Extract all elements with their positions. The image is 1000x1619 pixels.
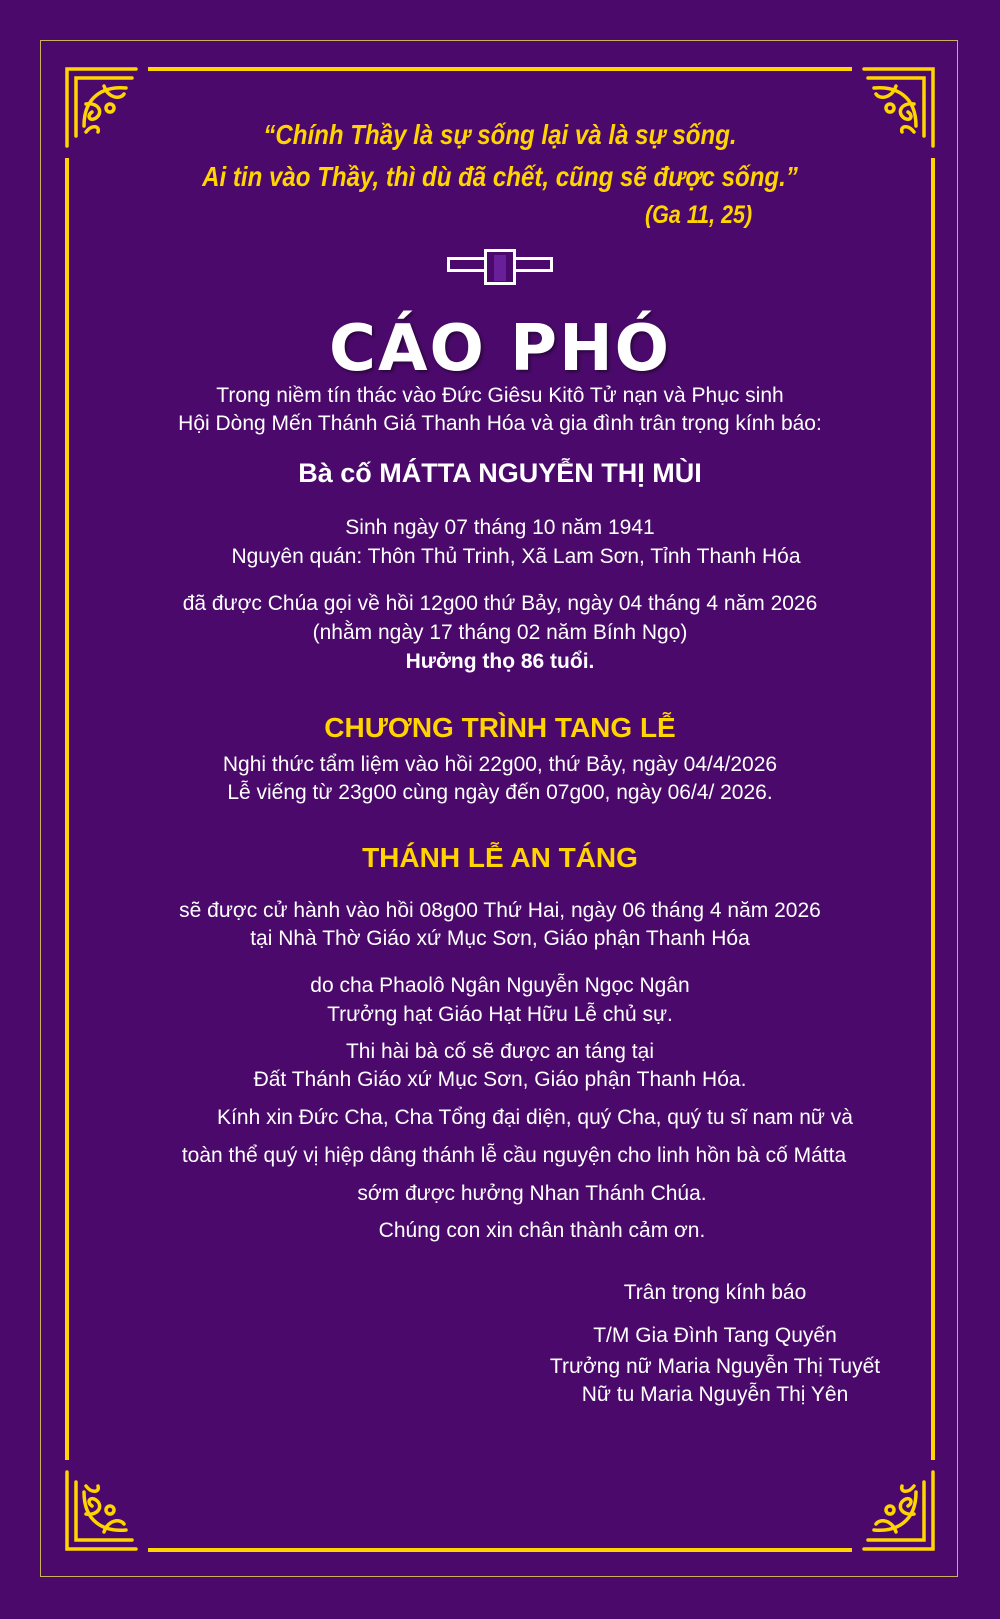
corner-ornament-bottom-right-icon — [862, 1470, 936, 1552]
funeral-mass-heading: THÁNH LỄ AN TÁNG — [362, 842, 638, 873]
cross-icon — [447, 249, 553, 285]
scripture-quote-line-1: “Chính Thầy là sự sống lại và là sự sống. — [263, 119, 737, 150]
funeral-mass-line-3: do cha Phaolô Ngân Nguyễn Ngọc Ngân — [310, 974, 690, 997]
scripture-reference: (Ga 11, 25) — [645, 201, 753, 229]
funeral-mass-line-1: sẽ được cử hành vào hồi 08g00 Thứ Hai, ngày 06 tháng 4 năm 2026 — [179, 899, 821, 922]
funeral-mass-line-5: Thi hài bà cố sẽ được an táng tại — [345, 1040, 654, 1063]
top-border-line — [148, 67, 852, 71]
age: Hưởng thọ 86 tuổi. — [405, 650, 595, 673]
death-date: đã được Chúa gọi về hồi 12g00 thứ Bảy, ngày 04 tháng 4 năm 2026 — [182, 592, 818, 615]
funeral-mass-line-8: toàn thể quý vị hiệp dâng thánh lễ cầu nguyện cho linh hồn bà cố Mátta — [181, 1144, 847, 1167]
funeral-mass-line-6: Đất Thánh Giáo xứ Mục Sơn, Giáo phận Thanh Hóa. — [253, 1068, 747, 1091]
lunar-date: (nhằm ngày 17 tháng 02 năm Bính Ngọ) — [312, 621, 688, 644]
signature-line-2: T/M Gia Đình Tang Quyến — [593, 1324, 837, 1347]
signature-line-4: Nữ tu Maria Nguyễn Thị Yên — [581, 1383, 849, 1406]
scripture-quote-line-2: Ai tin vào Thầy, thì dù đã chết, cũng sẽ được sống.” — [202, 161, 798, 192]
funeral-program-heading: CHƯƠNG TRÌNH TANG LỄ — [324, 712, 676, 743]
hometown: Nguyên quán: Thôn Thủ Trinh, Xã Lam Sơn, Tỉnh Thanh Hóa — [231, 545, 801, 568]
birth-date: Sinh ngày 07 tháng 10 năm 1941 — [345, 516, 655, 539]
signature-line-3: Trưởng nữ Maria Nguyễn Thị Tuyết — [549, 1355, 881, 1378]
page-title: CÁO PHÓ — [328, 312, 672, 386]
funeral-mass-line-10: Chúng con xin chân thành cảm ơn. — [378, 1219, 706, 1242]
funeral-mass-line-9: sớm được hưởng Nhan Thánh Chúa. — [357, 1182, 707, 1205]
funeral-program-line-1: Nghi thức tẩm liệm vào hồi 22g00, thứ Bảy, ngày 04/4/2026 — [222, 753, 778, 776]
corner-ornament-bottom-left-icon — [64, 1470, 138, 1552]
intro-line-2: Hội Dòng Mến Thánh Giá Thanh Hóa và gia đình trân trọng kính báo: — [178, 412, 822, 435]
funeral-mass-line-2: tại Nhà Thờ Giáo xứ Mục Sơn, Giáo phận Thanh Hóa — [250, 927, 750, 950]
intro-line-1: Trong niềm tín thác vào Đức Giêsu Kitô Tử nạn và Phục sinh — [216, 384, 784, 407]
funeral-program-line-2: Lễ viếng từ 23g00 cùng ngày đến 07g00, ngày 06/4/ 2026. — [227, 781, 773, 804]
deceased-name: Bà cố MÁTTA NGUYỄN THỊ MÙI — [298, 458, 702, 488]
signature-line-1: Trân trọng kính báo — [623, 1281, 807, 1304]
bottom-border-line — [148, 1548, 852, 1552]
funeral-mass-line-7: Kính xin Đức Cha, Cha Tổng đại diện, quý Cha, quý tu sĩ nam nữ và — [217, 1106, 853, 1129]
funeral-mass-line-4: Trưởng hạt Giáo Hạt Hữu Lễ chủ sự. — [327, 1003, 673, 1026]
